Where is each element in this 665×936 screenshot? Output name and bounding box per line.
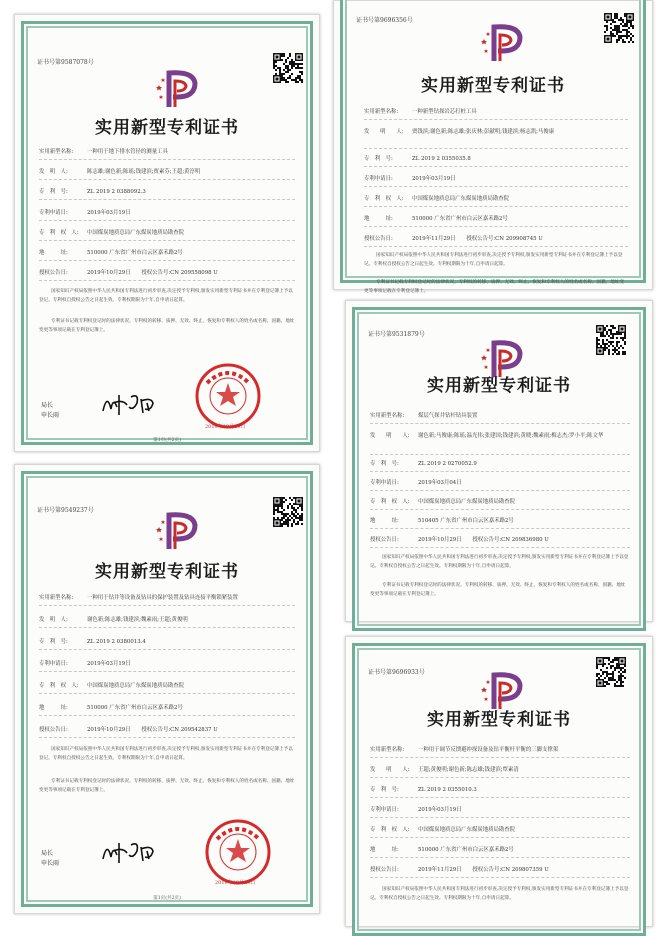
field-label: 专 利 权 人: [370,827,410,833]
divider [370,757,630,758]
field-label: 授权公告日: [39,270,68,276]
field-patentee [39,681,184,689]
field-label: 专 利 号: [39,189,68,195]
divider [370,857,630,858]
field-value: 一种新型钻探岩芯打桩工具 [412,109,477,115]
field-patent-number [364,154,471,162]
field-patent-number [370,785,477,793]
legal-notice-paragraph: 专利证书记载专利权登记时的法律状况。专利权的转移、质押、无效、终止、恢复和专利权人的姓名或名称、国籍、地址变更等事项记载在专利登记簿上。 [39,319,295,333]
divider [39,693,295,694]
field-inventors [39,615,188,623]
field-address [370,845,514,853]
field-patent-number [39,637,146,645]
field-value: 中国煤炭地质总局广东煤炭地质局勘查院 [418,499,516,505]
field-value: 中国煤炭地质总局广东煤炭地质局勘查院 [87,683,185,689]
field-label: 地 址: [364,216,393,222]
patent-certificate-3 [345,300,653,622]
patent-certificate-4 [14,464,320,914]
field-label: 发 明 人: [39,169,68,175]
page-number: 第1页(共2页) [153,896,181,901]
field-label: 授权公告日: [370,867,399,873]
field-value: 谢色新;陈志雄;钱建滨;魏素雨;王超;黄俊明 [87,617,188,623]
field-value: 贾钱滨;谢色新;陈志雄;张庆林;彭献明;钱建滨;杨志凯;马俊康 [412,129,555,135]
certificate-title: 实用新型专利证书 [427,376,571,396]
patent-office-logo-icon [480,21,526,67]
divider [39,605,295,606]
qr-code-icon [273,53,303,83]
divider [39,159,295,160]
divider [370,471,630,472]
patent-office-logo-icon [155,67,201,113]
divider [370,423,630,424]
field-label: 专利申请日: [370,807,399,813]
qr-code-icon [604,13,634,43]
divider [370,797,630,798]
page-number: 第1页(共2页) [153,438,181,443]
field-label: 发 明 人: [39,617,68,623]
certificate-number: 证书号第9696356号 [356,17,413,24]
field-label: 专利申请日: [370,480,399,486]
handwritten-signature [99,837,159,871]
divider [370,528,630,529]
field-utility-model-name [39,147,168,155]
field-address [370,516,514,524]
field-value: 2019年10月29日 授权公告号:CN 209836980 U [418,537,549,543]
field-patent-number [370,459,477,467]
field-label: 发 明 人: [364,129,404,135]
field-value: ZL 2019 2 0380013.4 [87,639,146,645]
divider [39,715,295,716]
field-value: 2019年03月04日 [418,480,462,486]
qr-code-icon [596,325,626,355]
field-label: 实用新型名称: [370,413,405,419]
legal-notice-paragraph: 专利证书记载专利权登记时的法律状况。专利权的转移、质押、无效、终止、恢复和专利权人的姓名或名称、国籍、地址变更等事项记载在专利登记簿上。 [370,583,626,597]
signature-name: 申长雨 [41,412,60,419]
field-inventors [364,127,554,135]
field-value: 2019年03月19日 [412,176,456,182]
field-label: 实用新型名称: [39,595,74,601]
field-patentee [370,497,515,505]
divider [370,490,630,491]
legal-notice-paragraph: 专利证书记载专利权登记时的法律状况。专利权的转移、质押、无效、终止、恢复和专利权人的姓名或名称、国籍、地址变更等事项记载在专利登记簿上。 [364,280,625,294]
field-grant-date [364,234,543,242]
field-inventors [370,431,603,439]
divider [370,777,630,778]
legal-notice-paragraph: 专利证书记载专利权登记时的法律状况。专利权的转移、质押、无效、终止、恢复和专利权人的姓名或名称、国籍、地址变更等事项记载在专利登记簿上。 [39,779,295,793]
field-grant-date [370,865,549,873]
field-value: ZL 2019 2 0355010.3 [418,787,477,793]
divider [364,206,628,207]
field-label: 实用新型名称: [39,149,74,155]
field-value: ZL 2019 2 0388092.3 [87,189,146,195]
patent-certificate-2 [333,0,653,294]
field-label: 地 址: [39,250,68,256]
field-value: 中国煤炭地质总局广东煤炭地质局勘查院 [412,196,510,202]
field-label: 专 利 号: [370,461,399,467]
field-label: 专利申请日: [39,661,68,667]
field-value: 510000 广东省广州市白云区嘉禾路2号 [87,705,183,711]
field-value: 王超;黄俊明;谢色新;陈志雄;钱建滨;覃素清 [418,767,519,773]
field-inventors [370,765,519,773]
field-value: 510000 广东省广州市白云区嘉禾路2号 [412,216,508,222]
field-value: 一种用于钻井等设备及钻具的保护装置及钻具连接平衡锁紧装置 [87,595,238,601]
divider [364,246,628,247]
field-filing-date [370,478,462,486]
field-patent-number [39,187,146,195]
divider [370,837,630,838]
field-value: 2019年03月19日 [87,210,131,216]
field-label: 地 址: [370,518,399,524]
divider [370,454,630,455]
field-label: 专 利 号: [370,787,399,793]
field-label: 发 明 人: [370,433,410,439]
field-value: 2019年10月29日 授权公告号:CN 209542837 U [87,727,218,733]
field-label: 地 址: [39,705,68,711]
field-value: 中国煤炭地质总局广东煤炭地质局勘查院 [418,827,516,833]
seal-date: 2019年10月29日 [205,424,246,430]
divider [39,280,295,281]
divider [364,148,628,149]
divider [39,649,295,650]
certificate-title: 实用新型专利证书 [95,562,239,582]
field-grant-date [39,268,218,276]
field-label: 专 利 权 人: [39,230,79,236]
field-value: 一种用于调节反馈避冲探设备及钻平衡杆平衡的三脚支撑架 [418,747,559,753]
field-value: 一种用于地下排水管径的测量工具 [87,149,168,155]
field-label: 专 利 号: [364,156,393,162]
field-label: 专 利 权 人: [370,499,410,505]
legal-notice-paragraph: 国家知识产权局依照中华人民共和国专利法进行初步审查,决定授予专利权,颁发实用新型专利证书并在专利登记簿上予以登记。专利权自授权公告之日起生效。专利权期限为十年,自申请日起算。 [364,253,623,267]
field-value: 煤层气探井钻杆钻具装置 [418,413,478,419]
field-filing-date [39,659,131,667]
divider [370,509,630,510]
field-label: 专利申请日: [364,176,393,182]
divider [364,186,628,187]
legal-notice-paragraph: 国家知识产权局依照中华人民共和国专利法进行初步审查,决定授予专利权,颁发实用新型专利证书并在专利登记簿上予以登记。专利权自授权公告之日起生效。专利权期限为十年,自申请日起算。 [39,289,293,303]
signature-block [41,401,59,421]
field-patentee [39,228,184,236]
certificate-number: 证书号第9549237号 [37,507,94,514]
signature-block [41,849,59,869]
field-label: 实用新型名称: [364,109,399,115]
field-value: 510405 广东省广州市白云区嘉禾路2号 [418,518,514,524]
field-grant-date [39,725,218,733]
field-address [39,248,183,256]
handwritten-signature [99,389,159,423]
field-filing-date [364,174,456,182]
seal-date: 2019年10月29日 [215,880,256,886]
field-value: 陈志雄;谢色新;陈瑶;钱建滨;贾素芬;王超;黄淳明 [87,169,201,175]
certificate-number: 证书号第9696933号 [368,669,425,676]
field-utility-model-name [370,411,477,419]
certificate-title: 实用新型专利证书 [95,118,239,138]
field-label: 授权公告日: [370,537,399,543]
patent-certificate-1 [14,14,320,452]
field-filing-date [370,805,462,813]
field-value: ZL 2019 2 0270052.9 [418,461,477,467]
signature-title: 局长 [41,402,54,409]
field-value: 2019年11月29日 授权公告号:CN 209807359 U [418,867,549,873]
field-label: 专 利 权 人: [364,196,404,202]
field-value: ZL 2019 2 0355035.8 [412,156,471,162]
divider [39,671,295,672]
divider [364,166,628,167]
field-label: 专利申请日: [39,210,68,216]
divider [39,199,295,200]
field-value: 510000 广东省广州市白云区嘉禾路2号 [418,847,514,853]
patent-certificate-5 [345,636,653,927]
field-patentee [364,194,509,202]
divider [370,877,630,878]
legal-notice-paragraph: 国家知识产权局依照中华人民共和国专利法进行初步审查,决定授予专利权,颁发实用新型专利证书并在专利登记簿上予以登记。专利权自授权公告之日起生效。专利权期限为十年,自申请日起算。 [370,555,629,569]
field-label: 授权公告日: [39,727,68,733]
field-label: 专 利 权 人: [39,683,79,689]
field-label: 发 明 人: [370,767,410,773]
signature-name: 申长雨 [41,860,60,867]
certificate-number: 证书号第9531879号 [368,331,425,338]
qr-code-icon [273,497,303,527]
field-grant-date [370,535,549,543]
field-label: 专 利 号: [39,639,68,645]
divider [39,260,295,261]
divider [370,547,630,548]
divider [364,119,628,120]
divider [370,817,630,818]
field-label: 授权公告日: [364,236,393,242]
divider [39,179,295,180]
field-value: 2019年03月19日 [418,807,462,813]
divider [39,220,295,221]
legal-notice-paragraph: 国家知识产权局依照中华人民共和国专利法进行初步审查,决定授予专利权,颁发实用新型专利证书并在专利登记簿上予以登记。专利权自授权公告之日起生效。专利权期限为十年,自申请日起算。 [39,747,293,761]
field-utility-model-name [370,745,558,753]
qr-code-icon [596,657,626,687]
field-utility-model-name [39,593,238,601]
field-value: 中国煤炭地质总局广东煤炭地质局勘查院 [87,230,185,236]
certificate-number: 证书号第9587078号 [37,59,94,66]
field-label: 实用新型名称: [370,747,405,753]
field-inventors [39,167,200,175]
divider [39,627,295,628]
certificate-title: 实用新型专利证书 [421,76,565,96]
field-value: 2019年03月19日 [87,661,131,667]
divider [364,226,628,227]
field-value: 2019年11月29日 授权公告号:CN 209908745 U [412,236,543,242]
certificate-title: 实用新型专利证书 [427,710,571,730]
patent-office-logo-icon [155,509,201,555]
field-value: 谢色新;马俊康;陈瑶;温光伟;张建国;钱建滨;黄晓;魏素雨;梅志杰;罗小平;陈文华 [418,433,604,439]
divider [39,737,295,738]
signature-title: 局长 [41,850,54,857]
field-filing-date [39,208,131,216]
field-utility-model-name [364,107,477,115]
field-address [364,214,508,222]
divider [39,240,295,241]
field-value: 510000 广东省广州市白云区嘉禾路2号 [87,250,183,256]
field-label: 地 址: [370,847,399,853]
field-address [39,703,183,711]
field-value: 2019年10月29日 授权公告号:CN 209558098 U [87,270,218,276]
field-patentee [370,825,515,833]
legal-notice-paragraph: 国家知识产权局依照中华人民共和国专利法进行初步审查,决定授予专利权,颁发实用新型专利证书并在专利登记簿上予以登记。专利权自授权公告之日起生效。专利权期限为十年,自申请日起算。 [370,887,629,901]
